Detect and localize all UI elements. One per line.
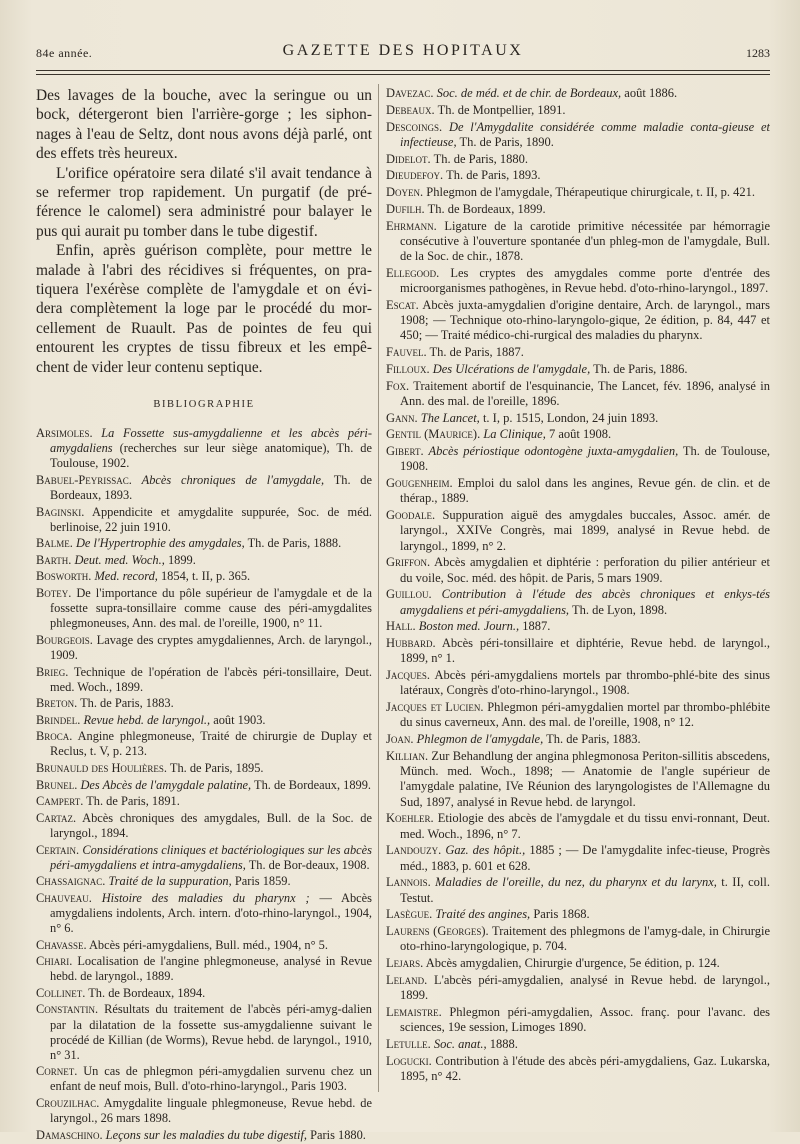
entry-details: t. I, p. 1515, London, 24 juin 1893. <box>482 410 659 425</box>
entry-details: Th. de Toulouse, 1908. <box>400 444 770 474</box>
entry-title: La Fossette sus-amygdalienne et les abcès péri-amygdaliens <box>50 426 372 456</box>
bibliography-entry <box>386 476 770 507</box>
bibliography-entry <box>386 749 770 810</box>
entry-details: Th. de Montpellier, 1891. <box>437 102 566 117</box>
entry-author: Brieg. <box>36 664 69 679</box>
entry-details: Suppuration aiguë des amygdales buccales, Assoc. amér. de laryngol., XXIVe Congrès, mai 1899, analysé in Revue hebd. de laryngol., 1899, n° 2. <box>400 508 770 553</box>
entry-author: Descoings. <box>386 119 443 134</box>
entry-title: Deut. med. Woch., <box>74 552 165 567</box>
entry-details: Th. de Paris, 1893. <box>446 168 541 183</box>
entry-details: Contribution à l'étude des abcès péri-amygdaliens, Gaz. Lukarska, 1895, n° 42. <box>400 1053 770 1083</box>
entry-details: août 1903. <box>213 712 266 727</box>
entry-details: Th. de Bordeaux, 1899. <box>254 777 372 792</box>
bibliography-entry <box>36 891 372 936</box>
bibliography-entry <box>36 696 372 711</box>
left-column <box>36 86 372 1144</box>
column-divider <box>378 84 379 1092</box>
entry-details: Etiologie des abcès de l'amygdale et du tissu envi-ronnant, Deut. med. Woch., 1896, n° 7. <box>400 811 770 841</box>
entry-author: Cornet. <box>36 1064 78 1079</box>
entry-author: Ehrmann. <box>386 218 437 233</box>
entry-title: Med. record, <box>94 569 158 584</box>
bibliography-entry <box>36 729 372 759</box>
header-rule-thick <box>36 70 770 71</box>
bibliography-entry <box>36 778 372 793</box>
entry-details: Th. de Paris, 1887. <box>429 345 524 359</box>
bibliography-entry <box>36 505 372 535</box>
entry-author: Lannois. <box>386 875 431 890</box>
entry-title: De l'Hypertrophie des amygdales, <box>75 536 245 551</box>
bibliography-entry <box>36 1096 372 1126</box>
issue-label: 84e année. <box>36 46 93 60</box>
bibliography-entry <box>386 956 770 971</box>
entry-title: Des Ulcérations de l'amygdale, <box>432 361 591 376</box>
bibliography-entry <box>36 954 372 984</box>
entry-details: Abcès amygdalien, Chirurgie d'urgence, 5e édition, p. 124. <box>425 956 720 970</box>
bibliography-entry <box>386 668 770 699</box>
entry-details: Technique de l'opération de l'abcès péri-tonsillaire, Deut. med. Woch., 1899. <box>50 664 372 694</box>
entry-author: Fox. <box>386 378 410 393</box>
bibliography-entry <box>386 636 770 667</box>
entry-author: Chassaignac. <box>36 874 106 889</box>
entry-author: Killian. <box>386 748 429 763</box>
entry-author: Laurens (Georges). <box>386 924 489 938</box>
right-column <box>386 86 770 1086</box>
entry-details: Th. de Paris, 1886. <box>593 361 688 376</box>
entry-author: Jacques et Lucien. <box>386 700 484 714</box>
entry-author: Lejars. <box>386 956 424 970</box>
entry-details: Angine phlegmoneuse, Traité de chirurgie de Duplay et Reclus, t. V, p. 213. <box>50 729 372 759</box>
entry-title: Maladies de l'oreille, du nez, du pharynx et du larynx, <box>435 875 717 890</box>
entry-title: Contribution à l'étude des abcès chroniques et enkys-tés amygdaliens et péri-amygdaliens, <box>400 587 770 617</box>
entry-title: Soc. anat., <box>433 1036 487 1051</box>
entry-details: 1899. <box>167 552 196 567</box>
bibliography-entry <box>386 1037 770 1052</box>
bibliography-entry <box>386 120 770 151</box>
entry-author: Logucki. <box>386 1053 432 1068</box>
entry-author: Chavasse. <box>36 937 87 952</box>
entry-author: Filloux. <box>386 361 430 376</box>
bibliography-entry <box>386 508 770 554</box>
bibliography-entry <box>36 536 372 551</box>
entry-author: Collinet. <box>36 985 86 1000</box>
entry-author: Joan. <box>386 732 414 746</box>
entry-author: Doyen. <box>386 185 424 199</box>
entry-title: La Clinique, <box>483 427 546 442</box>
entry-author: Dufilh. <box>386 201 425 216</box>
entry-author: Hall. <box>386 619 416 634</box>
journal-title: GAZETTE DES HOPITAUX <box>282 42 524 59</box>
bibliography-entry <box>386 587 770 618</box>
bibliography-entry <box>386 700 770 731</box>
entry-author: Brunauld des Houlières. <box>36 761 168 776</box>
bibliography-entry <box>36 665 372 695</box>
entry-details: Paris 1859. <box>234 874 291 889</box>
bibliography-entry <box>36 1002 372 1062</box>
entry-details: (recherches sur leur siège anatomique), Th. de Toulouse, 1902. <box>50 441 372 471</box>
entry-details: Les cryptes des amygdales comme porte d'entrée des microorganismes pathogènes, in Revue hebd. d'oto-rhino-laryngol., 1897. <box>400 265 770 295</box>
entry-author: Bosworth. <box>36 569 92 584</box>
entry-title: Gaz. des hôpit., <box>445 843 526 858</box>
entry-author: Davezac. <box>386 86 434 100</box>
entry-details: 1887. <box>522 619 551 634</box>
bibliography-entry <box>386 362 770 377</box>
entry-details: Abcès juxta-amygdalien d'origine dentaire, Arch. de laryngol., mars 1908; — Technique oto-rhino-laryngolo-gique, 2e édition, p. 84, 447 et 450; — Traité médico-chi-rurgical des maladies du pharynx. <box>400 297 770 343</box>
entry-title: Considérations cliniques et bactériologiques sur les abcès péri-amygdaliens et intra-amygdaliens, <box>50 842 372 872</box>
bibliography-entry <box>36 761 372 776</box>
entry-author: Fauvel. <box>386 345 427 359</box>
entry-details: Th. de Bordeaux, 1893. <box>50 472 372 502</box>
bibliography-entry <box>36 843 372 873</box>
bibliography-list-right <box>386 86 770 1084</box>
bibliography-entry <box>386 411 770 426</box>
entry-details: Phlegmon péri-amygdalien, Assoc. franç. pour l'avanc. des sciences, 19e session, Limoges 1890. <box>400 1004 770 1034</box>
bibliography-entry <box>386 555 770 586</box>
entry-details: Traitement des phlegmons de l'amyg-dale, in Chirurgie oto-rhino-laryngologique, p. 704. <box>400 924 770 954</box>
entry-details: Amygdalite linguale phlegmoneuse, Revue hebd. de laryngol., 26 mars 1898. <box>50 1096 372 1126</box>
entry-title: Des Abcès de l'amygdale palatine, <box>80 777 252 792</box>
body-paragraph: Enfin, après guérison complète, pour mettre le malade à l'abri des récidives si fréquentes, on pra-tiquera l'exérèse complète de l'amygdale et on évi-dera complètement la loge par le procédé du mor-cellement de Ruault. Pas de pointes de feu qui entourent les cryptes de tissu fibreux et les empê-chent de vider leur contenu septique. <box>36 242 372 376</box>
entry-title: Boston med. Journ., <box>418 619 520 634</box>
bibliography-entry <box>386 732 770 747</box>
entry-details: Th. de Lyon, 1898. <box>571 602 668 617</box>
entry-author: Damaschino. <box>36 1127 103 1142</box>
entry-author: Campert. <box>36 794 84 809</box>
entry-title: Histoire des maladies du pharynx ; <box>101 890 310 905</box>
entry-author: Broca. <box>36 729 73 744</box>
entry-title: Traité de la suppuration, <box>108 874 232 889</box>
entry-details: Th. de Paris, 1888. <box>247 536 342 551</box>
entry-author: Gibert. <box>386 444 424 458</box>
bibliography-entry <box>386 345 770 360</box>
entry-details: Abcès péri-tonsillaire et diphtérie, Revue hebd. de laryngol., 1899, n° 1. <box>400 636 770 666</box>
entry-author: Certain. <box>36 842 80 857</box>
entry-details: 1888. <box>489 1036 518 1051</box>
entry-author: Balme. <box>36 536 73 551</box>
bibliography-entry <box>386 1054 770 1085</box>
bibliography-entry <box>386 619 770 634</box>
bibliography-entry <box>36 633 372 663</box>
entry-author: Crouzilhac. <box>36 1096 100 1111</box>
entry-details: Traitement abortif de l'esquinancie, The Lancet, fév. 1896, analysé in Ann. des mal. de l'oreille, 1896. <box>400 378 770 408</box>
entry-details: Th. de Bordeaux, 1894. <box>88 985 206 1000</box>
bibliography-entry <box>386 298 770 344</box>
entry-details: Emploi du salol dans les angines, Revue gén. de clin. et de thérap., 1889. <box>400 476 770 506</box>
bibliography-entry <box>36 1064 372 1094</box>
entry-details: Th. de Paris, 1880. <box>433 151 528 166</box>
entry-title: Abcès chroniques de l'amygdale, <box>141 472 325 487</box>
entry-author: Bourgeois. <box>36 632 93 647</box>
entry-details: Th. de Paris, 1883. <box>546 732 641 746</box>
entry-title: The Lancet, <box>420 410 480 425</box>
entry-author: Didelot. <box>386 151 431 166</box>
entry-details: t. II, coll. Testut. <box>400 875 770 905</box>
bibliography-entry <box>386 219 770 265</box>
entry-title: De l'Amygdalite considérée comme maladie conta-gieuse et infectieuse, <box>400 119 770 149</box>
entry-details: Abcès amygdalien et diphtérie : perforation du pilier antérieur et du voile, Soc. méd. des hôpit. de Paris, 5 mars 1909. <box>400 555 770 585</box>
entry-author: Brindel. <box>36 712 81 727</box>
entry-author: Lasègue. <box>386 907 433 922</box>
entry-details: Th. de Bordeaux, 1899. <box>427 201 546 216</box>
entry-author: Koehler. <box>386 811 434 826</box>
entry-author: Gann. <box>386 410 418 425</box>
bibliography-entry <box>36 426 372 471</box>
entry-details: Abcès péri-amygdaliens mortels par thrombo-phlé-bite des sinus latéraux, Congrès d'oto-rhino-laryngol., 1908. <box>400 668 770 698</box>
entry-details: — Abcès amygdaliens indolents, Arch. intern. d'oto-rhino-laryngol., 1904, n° 6. <box>50 890 372 935</box>
bibliography-list-left <box>36 426 372 1143</box>
entry-author: Goodale. <box>386 508 436 522</box>
bibliography-entry <box>36 986 372 1001</box>
entry-details: Paris 1880. <box>310 1127 366 1142</box>
entry-details: 1854, t. II, p. 365. <box>160 569 251 584</box>
bibliography-entry <box>36 938 372 953</box>
entry-details: Appendicite et amygdalite suppurée, Soc. de méd. berlinoise, 22 juin 1910. <box>50 504 372 534</box>
entry-author: Lemaistre. <box>386 1004 442 1019</box>
entry-author: Griffon. <box>386 555 431 570</box>
entry-author: Chiari. <box>36 954 73 969</box>
entry-title: Abcès périostique odontogène juxta-amygdalien, <box>428 444 679 458</box>
entry-author: Gentil (Maurice). <box>386 427 481 442</box>
bibliography-entry <box>36 553 372 568</box>
bibliography-heading: BIBLIOGRAPHIE <box>153 399 255 411</box>
bibliography-entry <box>36 569 372 584</box>
bibliography-entry <box>386 168 770 183</box>
bibliography-entry <box>36 874 372 889</box>
entry-details: De l'importance du pôle supérieur de l'amygdale et de la fossette supra-tonsillaire comme cause des péri-amygdalites phlegmoneuses, Ann. des mal. de l'oreille, 1900, n° 11. <box>50 586 372 631</box>
entry-author: Botey. <box>36 586 72 601</box>
entry-details: Un cas de phlegmon péri-amygdalien survenu chez un enfant de neuf mois, Bull. d'oto-rhino-laryngol., Paris 1903. <box>50 1064 372 1094</box>
entry-author: Brunel. <box>36 777 78 792</box>
entry-title: Traité des angines, <box>435 907 531 922</box>
entry-author: Guillou. <box>386 587 432 602</box>
body-paragraph: Des lavages de la bouche, avec la seringue ou un bock, détergeront bien l'arrière-gorge ; les siphon-nages à l'eau de Seltz, dont nous avons déjà parlé, ont des effets très heureux. <box>36 87 372 163</box>
entry-details: Ligature de la carotide primitive nécessitée par hémorragie consécutive à l'ouverture spontanée d'un phleg-mon de l'amygdale, Bull. de la Soc. de chir., 1878. <box>400 218 770 263</box>
bibliography-entry <box>386 843 770 874</box>
entry-details: Phlegmon péri-amygdalien mortel par thrombo-phlébite du sinus caverneux, Ann. des mal. de l'oreille, 1908, n° 12. <box>400 700 770 730</box>
bibliography-entry <box>386 266 770 297</box>
entry-author: Babuel-Peyrissac. <box>36 472 132 487</box>
entry-details: Th. de Paris, 1890. <box>459 134 554 149</box>
entry-details: août 1886. <box>624 86 678 100</box>
bibliography-entry <box>386 973 770 1004</box>
entry-details: Zur Behandlung der angina phlegmonosa Periton-sillitis abscedens, Münch. med. Woch., 1898; — Anatomie de l'angle supérieur de l'amygdale palatine, IVe Réunion des laryngologistes de l'Allemagne du Sud, 1897, analysé in Revue hebd. de laryngol. <box>400 748 770 809</box>
entry-details: Phlegmon de l'amygdale, Thérapeutique chirurgicale, t. II, p. 421. <box>426 185 756 199</box>
entry-author: Escat. <box>386 297 419 312</box>
bibliography-entry <box>386 1005 770 1036</box>
header-rule-thin <box>36 74 770 75</box>
entry-details: Th. de Paris, 1883. <box>80 696 174 711</box>
entry-author: Chauveau. <box>36 890 92 905</box>
entry-details: Abcès chroniques des amygdales, Bull. de la Soc. de laryngol., 1894. <box>50 810 372 840</box>
bibliography-entry <box>386 103 770 118</box>
entry-details: Résultats du traitement de l'abcès péri-amyg-dalien par la dilatation de la fossette sus-amygdalienne suivant le procédé de Killian (de Worms), Revue hebd. de laryngol., 1910, n° 31. <box>50 1002 372 1062</box>
entry-title: Soc. de méd. et de chir. de Bordeaux, <box>436 86 622 100</box>
entry-details: Th. de Paris, 1895. <box>169 761 264 776</box>
entry-author: Breton. <box>36 696 78 711</box>
entry-title: Leçons sur les maladies du tube digestif, <box>105 1127 308 1142</box>
entry-details: Th. de Bor-deaux, 1908. <box>248 857 370 872</box>
entry-details: Paris 1868. <box>533 907 590 922</box>
bibliography-entry <box>386 185 770 200</box>
entry-details: Localisation de l'angine phlegmoneuse, analysé in Revue hebd. de laryngol., 1889. <box>50 954 372 984</box>
bibliography-entry <box>386 379 770 410</box>
bibliography-entry <box>386 427 770 442</box>
entry-author: Leland. <box>386 972 428 987</box>
entry-details: L'abcès péri-amygdalien, analysé in Revue hebd. de laryngol., 1899. <box>400 972 770 1002</box>
entry-details: 7 août 1908. <box>548 427 612 442</box>
entry-author: Ellegood. <box>386 265 440 280</box>
entry-title: Phlegmon de l'amygdale, <box>416 732 544 746</box>
page-number: 1283 <box>746 46 770 60</box>
entry-author: Arsimoles. <box>36 426 93 441</box>
entry-author: Dieudefoy. <box>386 168 444 183</box>
entry-author: Hubbard. <box>386 636 436 650</box>
entry-author: Debeaux. <box>386 102 435 117</box>
bibliography-entry <box>386 152 770 167</box>
bibliography-entry <box>386 86 770 101</box>
entry-author: Jacques. <box>386 668 430 682</box>
bibliography-entry <box>36 794 372 809</box>
entry-details: Abcès péri-amygdaliens, Bull. méd., 1904, n° 5. <box>88 937 328 952</box>
entry-details: Th. de Paris, 1891. <box>86 794 180 809</box>
bibliography-entry <box>386 924 770 955</box>
entry-title: Revue hebd. de laryngol., <box>83 712 211 727</box>
entry-author: Landouzy. <box>386 843 442 858</box>
bibliography-entry <box>386 444 770 475</box>
entry-author: Letulle. <box>386 1036 431 1051</box>
bibliography-entry <box>36 1128 372 1143</box>
entry-author: Constantin. <box>36 1002 99 1017</box>
entry-details: Lavage des cryptes amygdaliennes, Arch. de laryngol., 1909. <box>50 632 372 662</box>
entry-details: 1885 ; — De l'amygdalite infec-tieuse, Progrès méd., 1883, p. 601 et 628. <box>400 843 770 873</box>
bibliography-entry <box>386 875 770 906</box>
body-paragraph: L'orifice opératoire sera dilaté s'il avait tendance à se refermer trop rapidement. Un purgatif (de pré-férence le calomel) sera administré pour balayer le pus qui aurait pu tomber dans le tube digestif. <box>36 164 372 240</box>
bibliography-entry <box>36 713 372 728</box>
bibliography-entry <box>36 473 372 503</box>
page-header <box>36 34 770 66</box>
bibliography-entry <box>36 811 372 841</box>
entry-author: Baginski. <box>36 504 85 519</box>
entry-author: Cartaz. <box>36 810 77 825</box>
bibliography-entry <box>386 811 770 842</box>
entry-author: Gougenheim. <box>386 476 453 490</box>
bibliography-entry <box>386 202 770 217</box>
bibliography-entry <box>386 907 770 922</box>
bibliography-entry <box>36 586 372 631</box>
entry-author: Barth. <box>36 552 72 567</box>
